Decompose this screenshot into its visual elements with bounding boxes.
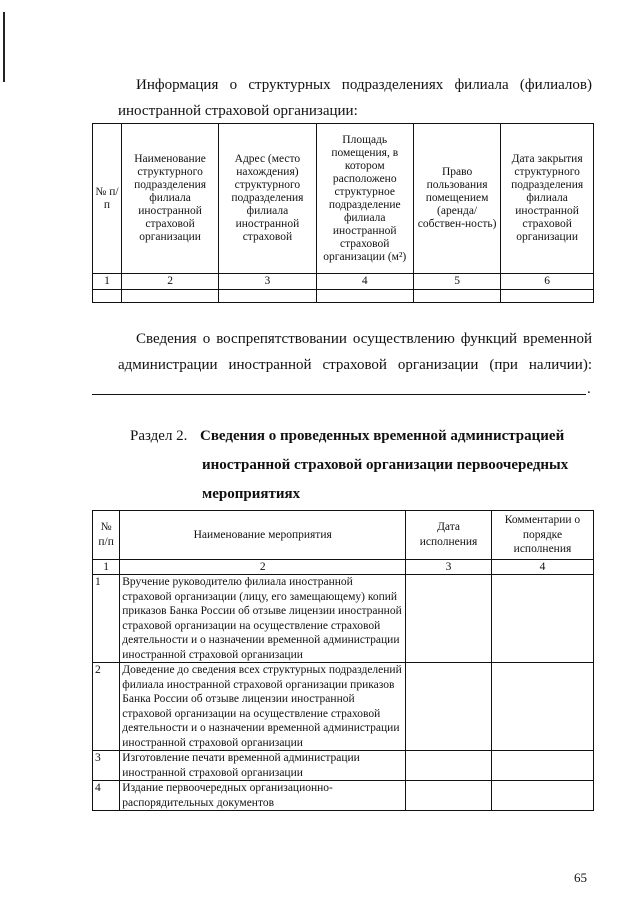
obstruction-text: Сведения о воспрепятствовании осуществлению функций временной администрации иностранной страховой организации (при наличии):	[118, 331, 592, 373]
obstruction-paragraph	[118, 326, 592, 404]
t2-header-execution-date: Дата исполнения	[406, 511, 492, 560]
structural-units-table	[92, 123, 594, 303]
t1-cell	[413, 290, 500, 303]
t1-header-area: Площадь помещения, в котором расположено структурное подразделение филиала иностранной страховой организации (м²)	[316, 124, 413, 274]
measure-description: Изготовление печати временной администрации иностранной страховой организации	[120, 751, 406, 781]
comment-cell	[491, 751, 593, 781]
page-number: 65	[574, 870, 587, 885]
row-number: 3	[93, 751, 120, 781]
t1-cell	[219, 290, 316, 303]
priority-measures-table	[92, 510, 594, 811]
t2-col-number: 2	[120, 559, 406, 575]
intro-paragraph: Информация о структурных подразделениях филиала (филиалов) иностранной страховой организации:	[118, 77, 592, 119]
execution-date-cell	[406, 575, 492, 663]
t1-header-closing-date: Дата закрытия структурного подразделения филиала иностранной страховой организации	[501, 124, 594, 274]
fill-in-line-full	[92, 394, 586, 395]
table-row	[93, 751, 594, 781]
section-label: Раздел 2.	[130, 428, 188, 444]
t2-header-number: № п/п	[93, 511, 120, 560]
t2-number-row	[93, 559, 594, 575]
t2-header-comments: Комментарии о порядке исполнения	[491, 511, 593, 560]
execution-date-cell	[406, 663, 492, 751]
row-number: 4	[93, 781, 120, 811]
section-2-heading	[130, 422, 596, 509]
t2-col-number: 3	[406, 559, 492, 575]
scan-edge-mark	[3, 12, 5, 82]
table-row	[93, 781, 594, 811]
t1-col-number: 4	[316, 274, 413, 290]
execution-date-cell	[406, 781, 492, 811]
section-title-line3: мероприятиях	[202, 486, 301, 502]
measure-description: Доведение до сведения всех структурных подразделений филиала иностранной страховой организации приказов Банка России об отзыве лицензии иностранной страховой организации на осуществление страховой деятельности и о назначении временной администрации иностранной страховой организации	[120, 663, 406, 751]
execution-date-cell	[406, 751, 492, 781]
t1-col-number: 5	[413, 274, 500, 290]
t1-col-number: 1	[93, 274, 122, 290]
t1-cell	[93, 290, 122, 303]
measure-description: Издание первоочередных организационно-распорядительных документов	[120, 781, 406, 811]
t1-col-number: 2	[121, 274, 218, 290]
section-title-line1: Сведения о проведенных временной администрацией	[200, 428, 565, 444]
t1-header-address: Адрес (место нахождения) структурного подразделения филиала иностранной страховой	[219, 124, 316, 274]
table-row	[93, 575, 594, 663]
t1-col-number: 3	[219, 274, 316, 290]
t1-col-number: 6	[501, 274, 594, 290]
t1-cell	[316, 290, 413, 303]
comment-cell	[491, 663, 593, 751]
table-row	[93, 663, 594, 751]
fill-in-end-mark: .	[587, 381, 591, 397]
t1-empty-row	[93, 290, 594, 303]
measure-description: Вручение руководителю филиала иностранной страховой организации (лицу, его замещающему) копий приказов Банка России об отзыве лицензии иностранной страховой организации на осуществление страховой деятельности и о назначении временной администрации иностранной страховой организации	[120, 575, 406, 663]
t1-header-unit-name: Наименование структурного подразделения филиала иностранной страховой организации	[121, 124, 218, 274]
row-number: 1	[93, 575, 120, 663]
section-title-line2: иностранной страховой организации первоочередных	[202, 457, 569, 473]
t2-col-number: 1	[93, 559, 120, 575]
row-number: 2	[93, 663, 120, 751]
comment-cell	[491, 781, 593, 811]
t2-header-measure-name: Наименование мероприятия	[120, 511, 406, 560]
fill-in-line	[118, 380, 180, 395]
comment-cell	[491, 575, 593, 663]
t1-cell	[501, 290, 594, 303]
t1-cell	[121, 290, 218, 303]
t1-number-row	[93, 274, 594, 290]
t1-header-right-of-use: Право пользования помещением (аренда/ собствен-ность)	[413, 124, 500, 274]
t2-col-number: 4	[491, 559, 593, 575]
t1-header-number: № п/п	[93, 124, 122, 274]
